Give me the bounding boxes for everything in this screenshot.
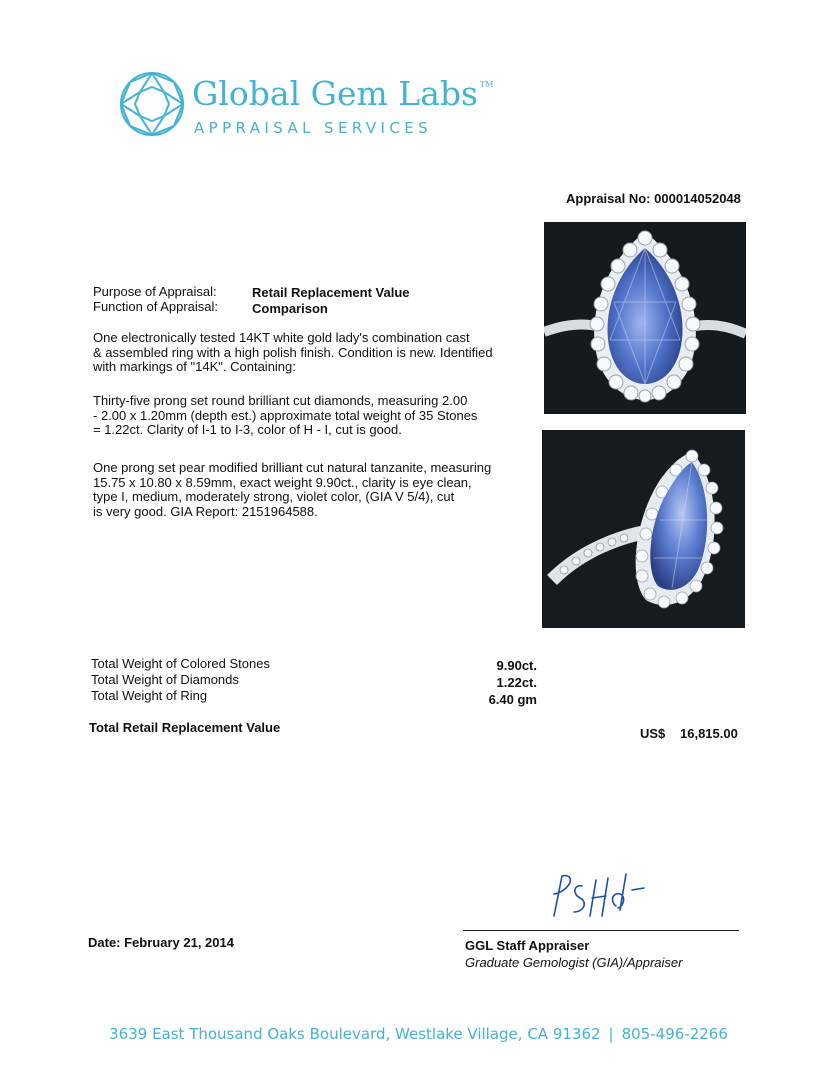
description-line: 15.75 x 10.80 x 8.59mm, exact weight 9.90ct., clarity is eye clean,: [93, 474, 472, 490]
brand-tagline: APPRAISAL SERVICES: [194, 119, 432, 137]
purpose-value: Retail Replacement Value: [252, 285, 410, 300]
tanzanite-description: [93, 461, 491, 519]
function-value: Comparison: [252, 301, 328, 316]
total-value-label: Total Retail Replacement Value: [89, 720, 281, 735]
brand-name: Global Gem Labs ™: [192, 74, 494, 113]
total-value-amount: 16,815.00: [680, 726, 738, 741]
appraiser-signature: [540, 866, 650, 922]
ring-weight-value: 6.40 gm: [488, 692, 537, 707]
colored-stones-weight-label: Total Weight of Colored Stones: [91, 656, 270, 671]
trademark: TM: [479, 80, 494, 89]
function-label: Function of Appraisal:: [93, 299, 219, 314]
appraiser-name: GGL Staff Appraiser: [465, 938, 590, 953]
colored-stones-weight-value: 9.90ct.: [496, 658, 537, 673]
description-line: One prong set pear modified brilliant cut natural tanzanite, measuring: [93, 460, 492, 475]
appraiser-title: Graduate Gemologist (GIA)/Appraiser: [465, 955, 683, 970]
description-line: = 1.22ct. Clarity of I-1 to I-3, color of H - I, cut is good.: [93, 422, 402, 437]
footer-address: 3639 East Thousand Oaks Boulevard, Westlake Village, CA 91362: [109, 1025, 601, 1043]
diamonds-weight-label: Total Weight of Diamonds: [91, 672, 239, 687]
gem-logo-icon: [118, 70, 186, 138]
signature-line: [463, 930, 739, 931]
total-currency: US$: [640, 726, 666, 741]
ring-side-illustration: [542, 430, 745, 628]
footer-contact: [0, 1025, 837, 1043]
diamonds-weight-value: 1.22ct.: [496, 675, 537, 690]
ring-description: [93, 331, 493, 375]
description-line: One electronically tested 14KT white gold lady's combination cast: [93, 330, 470, 345]
description-line: with markings of "14K". Containing:: [93, 359, 296, 374]
description-line: type I, medium, moderately strong, violet color, (GIA V 5/4), cut: [93, 489, 455, 504]
ring-front-photo: [544, 222, 746, 414]
footer-separator: |: [608, 1025, 614, 1043]
description-line: is very good. GIA Report: 2151964588.: [93, 503, 318, 519]
ring-weight-label: Total Weight of Ring: [91, 688, 208, 703]
ring-side-photo: [542, 430, 745, 628]
appraisal-date: Date: February 21, 2014: [88, 935, 234, 950]
description-line: - 2.00 x 1.20mm (depth est.) approximate total weight of 35 Stones: [93, 407, 478, 423]
description-line: Thirty-five prong set round brilliant cut diamonds, measuring 2.00: [93, 393, 468, 408]
footer-phone: 805-496-2266: [621, 1025, 728, 1043]
description-line: & assembled ring with a high polish finish. Condition is new. Identified: [93, 344, 493, 360]
purpose-label: Purpose of Appraisal:: [93, 284, 217, 299]
appraisal-number: Appraisal No: 000014052048: [566, 191, 741, 206]
diamond-description: [93, 394, 477, 438]
ring-front-illustration: [544, 222, 746, 414]
